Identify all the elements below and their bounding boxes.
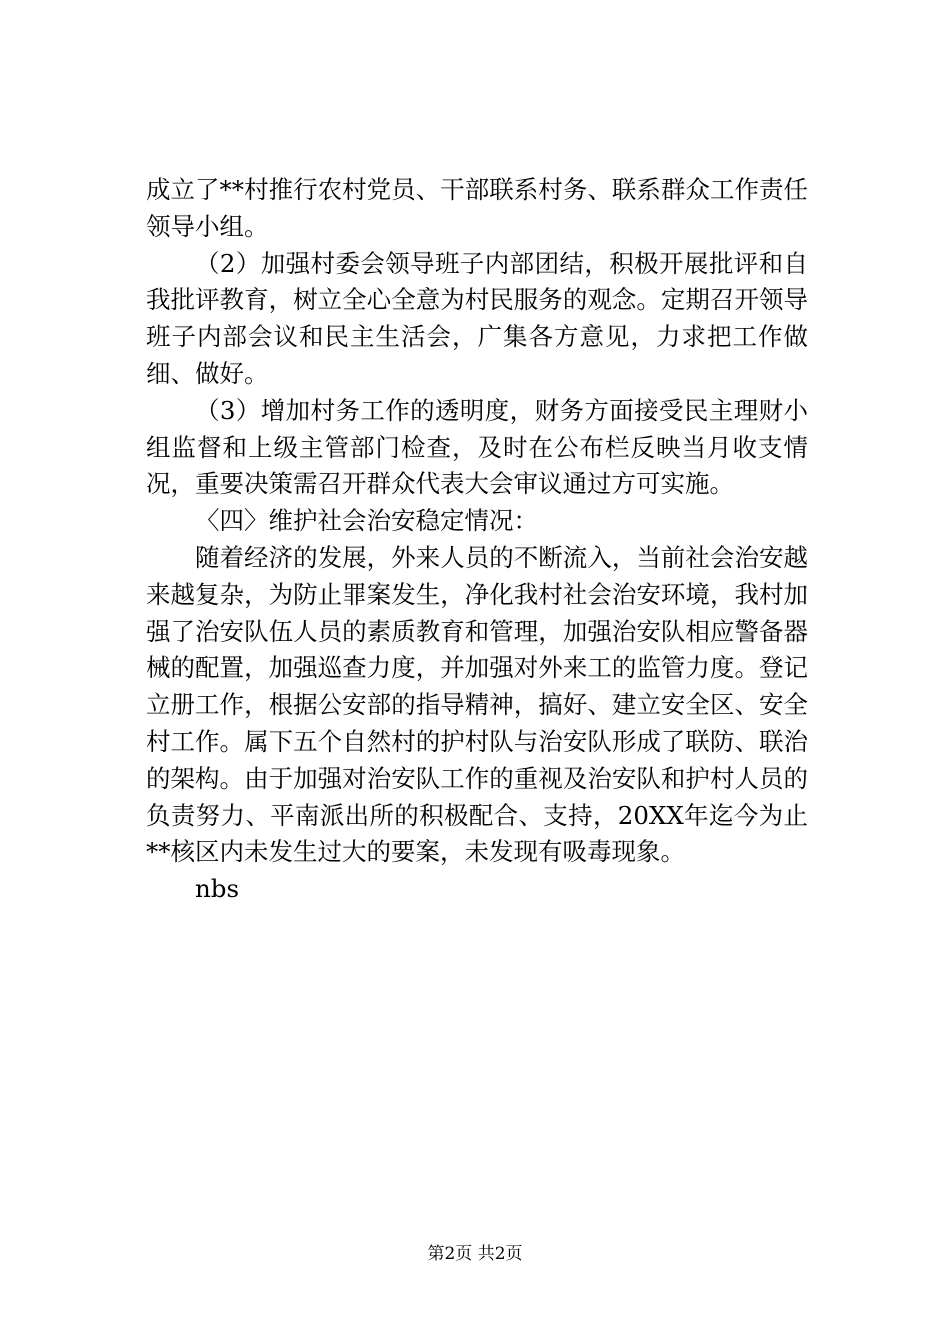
document-body: [146, 172, 808, 908]
paragraph-continuation: 成立了**村推行农村党员、干部联系村务、联系群众工作责任领导小组。: [146, 175, 808, 241]
section-heading-four: 〈四〉维护社会治安稳定情况：: [195, 506, 538, 536]
page-footer: 第2页 共2页: [427, 1244, 523, 1264]
paragraph-public-security: 随着经济的发展，外来人员的不断流入，当前社会治安越来越复杂，为防止罪案发生，净化我村社会治安环境，我村加强了治安队伍人员的素质教育和管理，加强治安队相应警备器械的配置，加强巡查力度，并加强对外来工的监管力度。登记立册工作，根据公安部的指导精神，搞好、建立安全区、安全村工作。属下五个自然村的护村队与治安队形成了联防、联治的架构。由于加强对治安队工作的重视及治安队和护村人员的负责努力、平南派出所的积极配合、支持，20XX年迄今为止**核区内未发生过大的要案，未发现有吸毒现象。: [146, 542, 808, 867]
paragraph-fragment: nbs: [195, 874, 240, 904]
paragraph-item-3: （3）增加村务工作的透明度，财务方面接受民主理财小组监督和上级主管部门检查，及时在公布栏反映当月收支情况，重要决策需召开群众代表大会审议通过方可实施。: [146, 395, 808, 499]
paragraph-item-2: （2）加强村委会领导班子内部团结，积极开展批评和自我批评教育，树立全心全意为村民服务的观念。定期召开领导班子内部会议和民主生活会，广集各方意见，力求把工作做细、做好。: [146, 248, 808, 388]
